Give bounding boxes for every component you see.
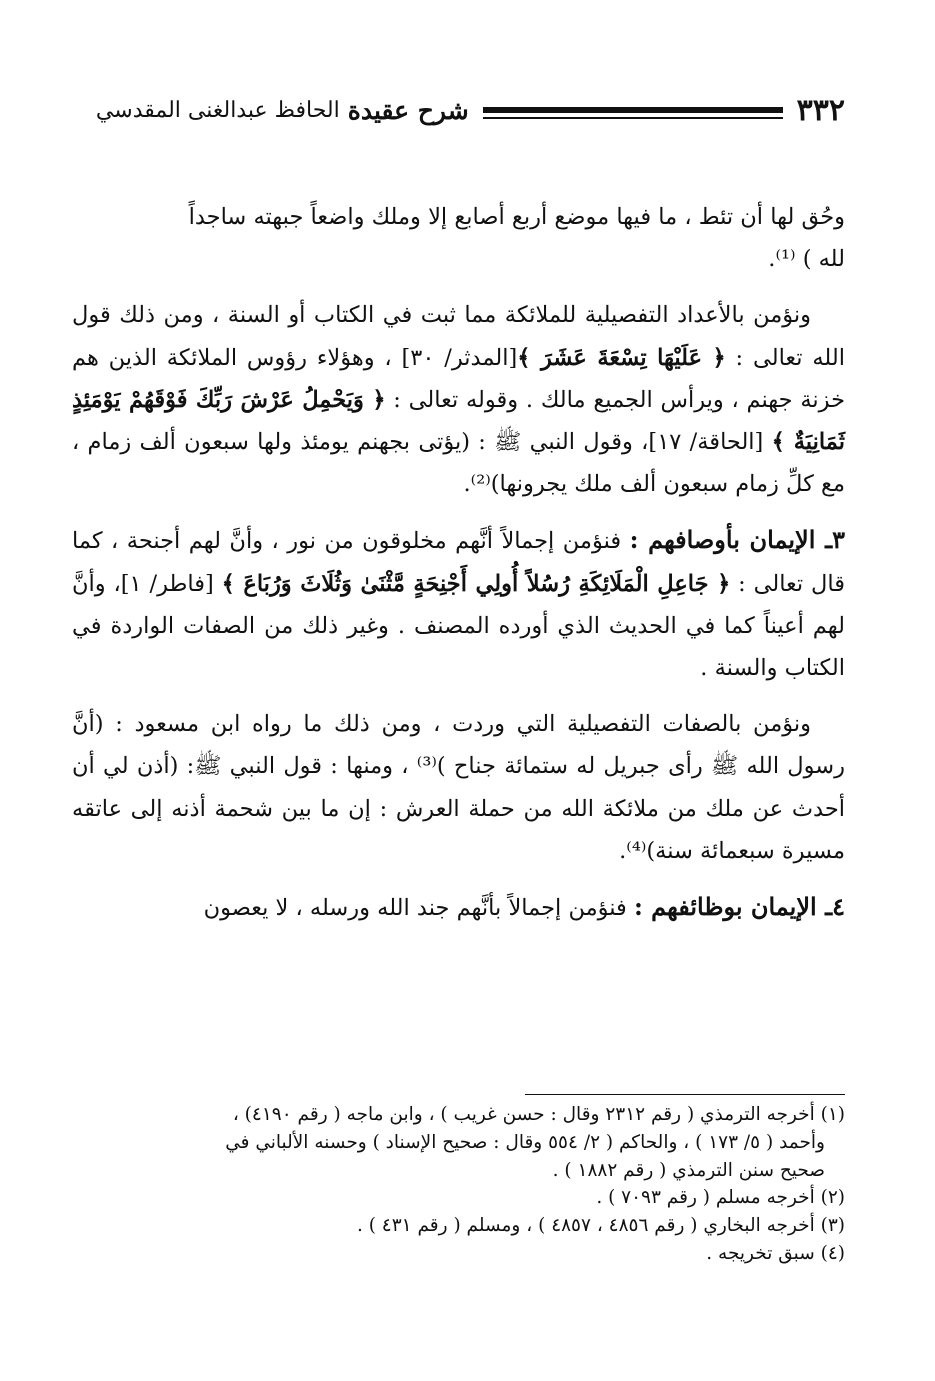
footnote-line: (٣) أخرجه البخاري ( رقم ٤٨٥٦ ، ٤٨٥٧ ) ، ومسلم ( رقم ٤٣١ ) . (356, 1215, 845, 1237)
running-title: شرح عقيدة (347, 95, 469, 125)
text-line: وحُق لها أن تئط ، ما فيها موضع أربع أصابع إلا وملك واضعاً جبهته ساجداً (188, 204, 845, 230)
footnote-line: (٤) سبق تخريجه . (706, 1242, 845, 1264)
page-header (62, 88, 845, 132)
running-subtitle: الحافظ عبدالغنى المقدسي (95, 97, 340, 123)
section-4 (72, 886, 845, 929)
header-rule (483, 107, 783, 113)
quran-verse: ﴿ جَاعِلِ الْمَلَائِكَةِ رُسُلاً أُولِي أَجْنِحَةٍ مَّثْنَىٰ وَثُلَاثَ وَرُبَاعَ ﴾ (221, 570, 731, 597)
footnote-line: (١) أخرجه الترمذي ( رقم ٢٣١٢ وقال : حسن غريب ) ، وابن ماجه ( رقم ٤١٩٠) ، (232, 1104, 845, 1125)
footnote-separator (525, 1094, 845, 1095)
text-run: [فاطر/ ١]، وأنَّ لهم أعيناً كما في الحديث الذي أورده المصنف . وغير ذلك من الصفات الواردة في الكتاب والسنة . (72, 570, 845, 682)
paragraph-continuation (72, 196, 845, 280)
footnote-4 (72, 1240, 845, 1268)
footnote-2 (72, 1184, 845, 1212)
section-heading: ٤ـ الإيمان بوظائفهم : (633, 892, 845, 922)
paragraph-counts (72, 294, 845, 505)
text-run: ونؤمن بالأعداد التفصيلية للملائكة مما ثبت في الكتاب أو السنة ، ومن ذلك قول الله تعالى : (72, 302, 845, 371)
quran-verse: ﴿ عَلَيْهَا تِسْعَةَ عَشَرَ ﴾ (517, 344, 726, 371)
footnote-line: صحيح سنن الترمذي ( رقم ١٨٨٢ ) . (552, 1159, 825, 1181)
footnote-line: وأحمد ( ٥/ ١٧٣ ) ، والحاكم ( ٢/ ٥٥٤ وقال : صحيح الإسناد ) وحسنه الألباني في (225, 1131, 825, 1153)
text-line: لله ) ⁽¹⁾. (768, 246, 845, 273)
section-heading: ٣ـ الإيمان بأوصافهم : (629, 525, 845, 555)
main-text (72, 196, 845, 929)
footnote-1-cont (72, 1129, 825, 1157)
footnote-line: (٢) أخرجه مسلم ( رقم ٧٠٩٣ ) . (596, 1187, 845, 1209)
page-number: ٣٣٢ (796, 92, 845, 128)
text-run: فنؤمن إجمالاً بأنَّهم جند الله ورسله ، لا يعصون (203, 895, 634, 922)
paragraph-details (72, 703, 845, 872)
text-run: فنؤمن إجمالاً أنَّهم مخلوقون من نور ، وأنَّ لهم أجنحة ، كما قال تعالى : (72, 528, 845, 597)
text-run: [المدثر/ ٣٠] ، وهؤلاء رؤوس الملائكة الذين هم خزنة جهنم ، ويرأس الجميع مالك . وقوله تعالى : (72, 344, 845, 413)
quran-verse: ﴿ وَيَحْمِلُ عَرْشَ رَبِّكَ فَوْقَهُمْ يَوْمَئِذٍ ثَمَانِيَةٌ ﴾ (72, 386, 845, 456)
footnote-1 (72, 1101, 845, 1129)
footnotes (72, 1101, 845, 1268)
text-run: ونؤمن بالصفات التفصيلية التي وردت ، ومن ذلك ما رواه ابن مسعود : (أنَّ رسول الله ﷺ رأى جبريل له ستمائة جناح )⁽³⁾ ، ومنها : قول النبي ﷺ: (أذن لي أن أحدث عن ملك من ملائكة الله من حملة العرش : إن ما بين شحمة أذنه إلى عاتقه مسيرة سبعمائة سنة)⁽⁴⁾. (72, 711, 845, 864)
footnote-1-cont (72, 1157, 825, 1185)
text-run: [الحاقة/ ١٧]، وقول النبي ﷺ : (يؤتى بجهنم يومئذ ولها سبعون ألف زمام ، مع كلِّ زمام سبعون ألف ملك يجرونها)⁽²⁾. (72, 429, 845, 498)
section-3 (72, 519, 845, 689)
footnote-3 (72, 1212, 845, 1240)
